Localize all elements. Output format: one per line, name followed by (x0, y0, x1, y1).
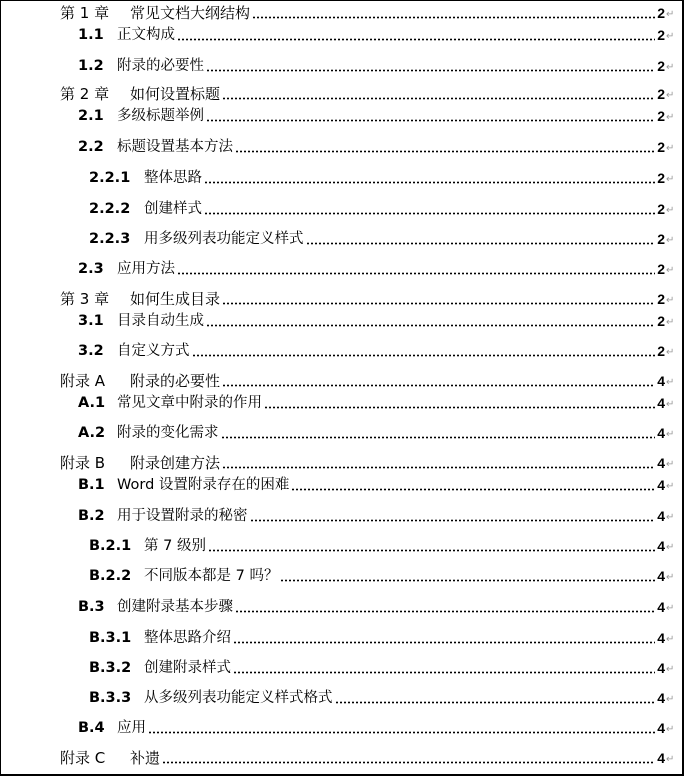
dot-leader (291, 488, 655, 491)
toc-entry-page-number: 2 (657, 27, 665, 43)
toc-entry[interactable] (0, 168, 684, 188)
toc-entry-title: 标题设置基本方法 (117, 139, 233, 155)
toc-entry-page-number: 2 (657, 201, 665, 217)
toc-entry-number: B.2 (78, 508, 105, 524)
toc-entry-number: 2.2.1 (89, 170, 131, 186)
toc-entry-page-number: 4 (657, 630, 665, 646)
paragraph-mark-icon: ↵ (666, 754, 675, 765)
toc-entry-page-number: 4 (657, 425, 665, 441)
toc-entry-title: 整体思路介绍 (144, 630, 231, 646)
toc-entry-page-number: 4 (657, 455, 665, 471)
dot-leader (250, 519, 656, 522)
toc-entry[interactable] (0, 25, 684, 45)
toc-entry-title: 如何设置标题 (130, 85, 221, 103)
toc-entry-number: 3.2 (78, 343, 104, 359)
dot-leader (235, 150, 655, 153)
toc-entry-title: 附录的必要性 (130, 372, 221, 390)
toc-entry[interactable] (0, 718, 684, 738)
paragraph-mark-icon: ↵ (666, 265, 675, 276)
toc-entry-number: 第 2 章 (60, 85, 110, 103)
toc-entry-number: 第 3 章 (60, 290, 110, 308)
toc-entry-title: 用多级列表功能定义样式 (144, 231, 304, 247)
toc-entry-page-number: 4 (657, 750, 665, 766)
toc-entry[interactable] (0, 475, 684, 495)
dot-leader (222, 466, 655, 469)
toc-entry[interactable] (0, 506, 684, 526)
dot-leader (162, 761, 655, 764)
toc-entry-number: 2.2.2 (89, 201, 131, 217)
toc-entry-title: 目录自动生成 (117, 313, 204, 329)
toc-entry-number: 1.2 (78, 58, 104, 74)
dot-leader (148, 731, 655, 734)
paragraph-mark-icon: ↵ (666, 174, 675, 185)
paragraph-mark-icon: ↵ (666, 399, 675, 410)
toc-entry-page-number: 2 (657, 343, 665, 359)
toc-entry-number: 2.2 (78, 139, 104, 155)
paragraph-mark-icon: ↵ (666, 512, 675, 523)
paragraph-mark-icon: ↵ (666, 429, 675, 440)
toc-entry[interactable] (0, 137, 684, 157)
toc-entry-page-number: 2 (657, 291, 665, 307)
toc-entry[interactable] (0, 84, 684, 104)
toc-entry-page-number: 4 (657, 538, 665, 554)
dot-leader (233, 641, 655, 644)
toc-entry[interactable] (0, 259, 684, 279)
toc-entry[interactable] (0, 371, 684, 391)
paragraph-mark-icon: ↵ (666, 724, 675, 735)
toc-entry-number: B.3.3 (89, 690, 132, 706)
paragraph-mark-icon: ↵ (666, 317, 675, 328)
toc-entry-title: 从多级列表功能定义样式格式 (144, 690, 333, 706)
dot-leader (306, 242, 656, 245)
toc-entry[interactable] (0, 56, 684, 76)
paragraph-mark-icon: ↵ (666, 572, 675, 583)
dot-leader (222, 97, 655, 100)
paragraph-mark-icon: ↵ (666, 295, 675, 306)
toc-entry-number: B.4 (78, 720, 105, 736)
paragraph-mark-icon: ↵ (666, 694, 675, 705)
dot-leader (335, 701, 656, 704)
toc-entry[interactable] (0, 289, 684, 309)
dot-leader (192, 354, 656, 357)
toc-entry-title: 常见文档大纲结构 (130, 4, 251, 22)
toc-entry-title: 整体思路 (144, 170, 202, 186)
toc-entry[interactable] (0, 311, 684, 331)
dot-leader (264, 406, 655, 409)
toc-entry[interactable] (0, 341, 684, 361)
toc-entry-title: 创建样式 (144, 201, 202, 217)
toc-entry-page-number: 2 (657, 86, 665, 102)
toc-entry[interactable] (0, 106, 684, 126)
dot-leader (204, 181, 655, 184)
toc-entry-title: 正文构成 (117, 27, 175, 43)
paragraph-mark-icon: ↵ (666, 603, 675, 614)
dot-leader (222, 302, 655, 305)
toc-entry[interactable] (0, 453, 684, 473)
toc-entry[interactable] (0, 536, 684, 556)
dot-leader (206, 324, 655, 327)
toc-entry-page-number: 4 (657, 690, 665, 706)
paragraph-mark-icon: ↵ (666, 205, 675, 216)
toc-entry-number: 第 1 章 (60, 4, 110, 22)
toc-entry-title: 自定义方式 (117, 343, 190, 359)
toc-entry-page-number: 2 (657, 170, 665, 186)
paragraph-mark-icon: ↵ (666, 112, 675, 123)
paragraph-mark-icon: ↵ (666, 664, 675, 675)
dot-leader (222, 384, 655, 387)
toc-entry-title: 创建附录基本步骤 (117, 599, 233, 615)
paragraph-mark-icon: ↵ (666, 481, 675, 492)
toc-entry[interactable] (0, 199, 684, 219)
toc-entry-page-number: 4 (657, 395, 665, 411)
paragraph-mark-icon: ↵ (666, 347, 675, 358)
toc-entry-title: 不同版本都是 7 吗？ (144, 568, 279, 584)
dot-leader (233, 671, 655, 674)
paragraph-mark-icon: ↵ (666, 62, 675, 73)
toc-entry[interactable] (0, 688, 684, 708)
dot-leader (252, 16, 655, 19)
toc-entry-title: 第 7 级别 (144, 538, 206, 554)
paragraph-mark-icon: ↵ (666, 377, 675, 388)
toc-entry-page-number: 2 (657, 139, 665, 155)
toc-entry[interactable] (0, 229, 684, 249)
dot-leader (221, 436, 656, 439)
toc-entry-page-number: 2 (657, 5, 665, 21)
toc-entry-number: 2.3 (78, 261, 104, 277)
toc-entry[interactable] (0, 658, 684, 678)
dot-leader (204, 212, 655, 215)
dot-leader (206, 119, 655, 122)
paragraph-mark-icon: ↵ (666, 459, 675, 470)
toc-entry-page-number: 2 (657, 313, 665, 329)
toc-entry-title: 多级标题举例 (117, 108, 204, 124)
toc-entry-number: 附录 C (60, 749, 106, 767)
toc-entry-title: 应用方法 (117, 261, 175, 277)
toc-entry-title: 附录创建方法 (130, 454, 221, 472)
toc-entry-number: B.1 (78, 477, 105, 493)
toc-entry-page-number: 4 (657, 477, 665, 493)
toc-entry[interactable] (0, 423, 684, 443)
toc-entry-page-number: 2 (657, 58, 665, 74)
toc-entry-page-number: 2 (657, 231, 665, 247)
toc-entry-number: 附录 B (60, 454, 106, 472)
toc-entry-number: 2.2.3 (89, 231, 131, 247)
toc-entry-page-number: 4 (657, 599, 665, 615)
toc-entry-title: 补遗 (130, 749, 161, 767)
toc-entry-number: B.3.1 (89, 630, 132, 646)
toc-entry-number: 2.1 (78, 108, 104, 124)
toc-entry[interactable] (0, 566, 684, 586)
toc-entry-title: 应用 (117, 720, 146, 736)
toc-entry-number: 1.1 (78, 27, 104, 43)
dot-leader (280, 579, 655, 582)
toc-entry-number: B.2.2 (89, 568, 132, 584)
dot-leader (208, 549, 655, 552)
toc-entry-page-number: 4 (657, 568, 665, 584)
toc-entry[interactable] (0, 748, 684, 768)
toc-entry-page-number: 4 (657, 720, 665, 736)
toc-entry-title: 附录的必要性 (117, 58, 204, 74)
toc-entry[interactable] (0, 393, 684, 413)
toc-entry-page-number: 4 (657, 373, 665, 389)
toc-entry[interactable] (0, 597, 684, 617)
toc-entry-number: 附录 A (60, 372, 106, 390)
toc-entry[interactable] (0, 3, 684, 23)
paragraph-mark-icon: ↵ (666, 542, 675, 553)
toc-entry[interactable] (0, 628, 684, 648)
toc-entry-title: 常见文章中附录的作用 (117, 395, 262, 411)
paragraph-mark-icon: ↵ (666, 31, 675, 42)
toc-entry-title: 用于设置附录的秘密 (117, 508, 248, 524)
toc-entry-number: B.3.2 (89, 660, 132, 676)
toc-entry-page-number: 2 (657, 108, 665, 124)
toc-entry-title: 附录的变化需求 (117, 425, 219, 441)
toc-entry-title: 如何生成目录 (130, 290, 221, 308)
toc-entry-page-number: 2 (657, 261, 665, 277)
toc-entry-number: A.2 (78, 425, 106, 441)
dot-leader (177, 272, 655, 275)
toc-entry-title: Word 设置附录存在的困难 (117, 477, 290, 493)
dot-leader (235, 610, 655, 613)
toc-entry-page-number: 4 (657, 660, 665, 676)
paragraph-mark-icon: ↵ (666, 143, 675, 154)
paragraph-mark-icon: ↵ (666, 90, 675, 101)
dot-leader (177, 38, 655, 41)
toc-entry-number: B.3 (78, 599, 105, 615)
paragraph-mark-icon: ↵ (666, 634, 675, 645)
dot-leader (206, 69, 655, 72)
toc-entry-number: A.1 (78, 395, 106, 411)
toc-entry-number: B.2.1 (89, 538, 132, 554)
paragraph-mark-icon: ↵ (666, 9, 675, 20)
toc-entry-number: 3.1 (78, 313, 104, 329)
toc-entry-page-number: 4 (657, 508, 665, 524)
toc-entry-title: 创建附录样式 (144, 660, 231, 676)
paragraph-mark-icon: ↵ (666, 235, 675, 246)
